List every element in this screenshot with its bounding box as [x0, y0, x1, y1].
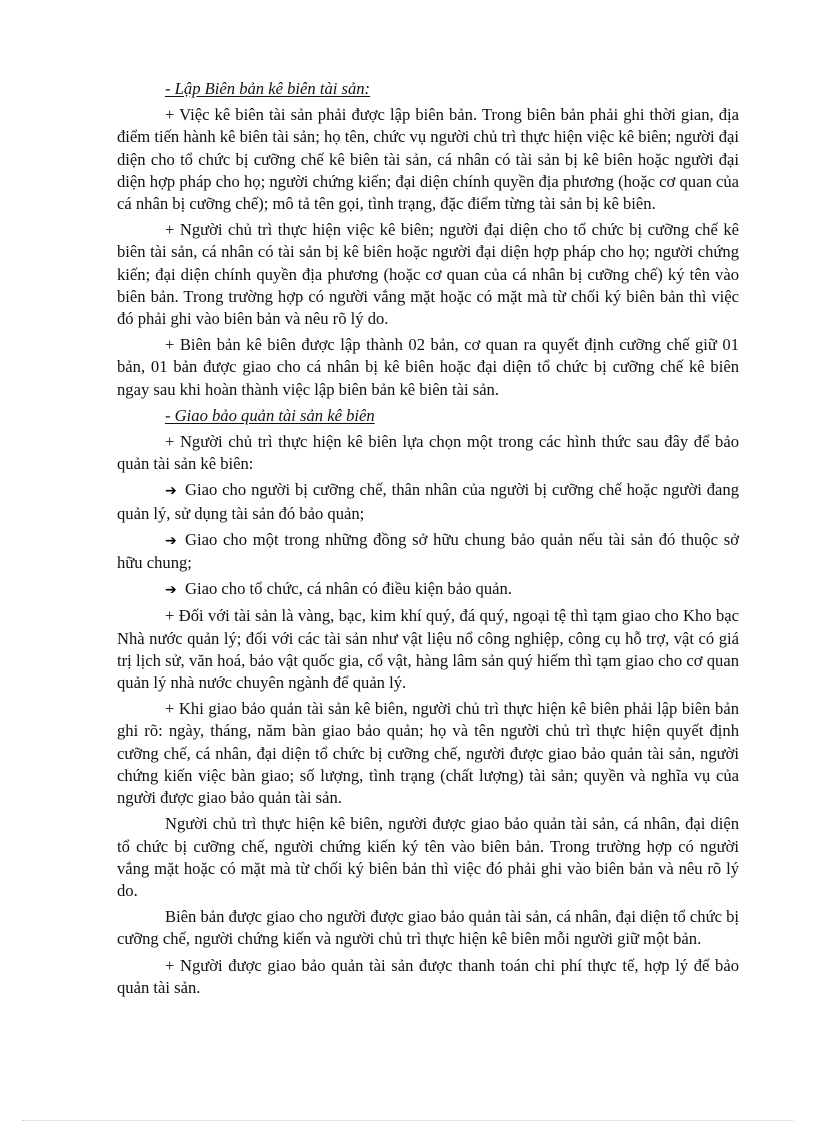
arrow-right-icon: ➔ [165, 532, 177, 549]
list-item [117, 578, 739, 601]
section-heading-asset-inventory-record: - Lập Biên bản kê biên tài sản: [165, 79, 371, 98]
paragraph-precious-assets: + Đối với tài sản là vàng, bạc, kim khí quý, đá quý, ngoại tệ thì tạm giao cho Kho bạc Nhà nước quản lý; đối với các tài sản như vật liệu nổ công nghiệp, công cụ hỗ trợ, vật có giá trị lịch sử, văn hoá, bảo vật quốc gia, cổ vật, hàng lâm sản quý hiếm thì tạm giao cho cơ quan quản lý nhà nước chuyên ngành để quản lý. [117, 606, 739, 693]
list-item [117, 479, 739, 524]
paragraph-handover-record: + Khi giao bảo quản tài sản kê biên, người chủ trì thực hiện kê biên phải lập biên bản ghi rõ: ngày, tháng, năm bàn giao bảo quản; họ và tên người chủ trì thực hiện quyết định cưỡng chế, cá nhân, đại diện tổ chức bị cưỡng chế, người được giao bảo quản tài sản, người chứng kiến việc bàn giao; số lượng, tình trạng (chất lượng) tài sản; quyền và nghĩa vụ của người được giao bảo quản tài sản. [117, 699, 739, 808]
document-page [117, 78, 739, 1003]
list-item-text: Giao cho tổ chức, cá nhân có điều kiện bảo quản. [185, 579, 512, 599]
paragraph-handover-signatures: Người chủ trì thực hiện kê biên, người được giao bảo quản tài sản, cá nhân, đại diện tổ chức bị cưỡng chế, người chứng kiến ký tên vào biên bản. Trong trường hợp có người vắng mặt hoặc có mặt mà từ chối ký biên bản thì việc đó phải ghi vào biên bản và nêu rõ lý do. [117, 814, 739, 900]
paragraph-record-copies: + Biên bản kê biên được lập thành 02 bản, cơ quan ra quyết định cưỡng chế giữ 01 bản, 01 bản được giao cho cá nhân bị kê biên hoặc đại diện tổ chức bị cưỡng chế kê biên ngay sau khi hoàn thành việc lập biên bản kê biên tài sản. [117, 335, 739, 399]
list-item-text: Giao cho người bị cưỡng chế, thân nhân của người bị cưỡng chế hoặc người đang quản lý, sử dụng tài sản đó bảo quản; [117, 480, 739, 523]
page-bottom-divider [22, 1120, 794, 1121]
paragraph-custody-costs: + Người được giao bảo quản tài sản được thanh toán chi phí thực tế, hợp lý để bảo quản tài sản. [117, 955, 739, 997]
paragraph-handover-copies: Biên bản được giao cho người được giao bảo quản tài sản, cá nhân, đại diện tổ chức bị cưỡng chế, người chứng kiến và người chủ trì thực hiện kê biên mỗi người giữ một bản. [117, 907, 739, 949]
paragraph-record-signatures: + Người chủ trì thực hiện việc kê biên; người đại diện cho tổ chức bị cưỡng chế kê biên tài sản, cá nhân có tài sản bị kê biên hoặc người đại diện hợp pháp cho họ; người chứng kiến; đại diện chính quyền địa phương (hoặc cơ quan của cá nhân bị cưỡng chế) ký tên vào biên bản. Trong trường hợp có người vắng mặt hoặc có mặt mà từ chối ký biên bản thì việc đó phải ghi vào biên bản và nêu rõ lý do. [117, 220, 739, 329]
paragraph-custody-options: + Người chủ trì thực hiện kê biên lựa chọn một trong các hình thức sau đây để bảo quản tài sản kê biên: [117, 432, 739, 474]
arrow-right-icon: ➔ [165, 582, 177, 599]
section-heading-asset-custody: - Giao bảo quản tài sản kê biên [165, 405, 375, 425]
paragraph-record-content: + Việc kê biên tài sản phải được lập biên bản. Trong biên bản phải ghi thời gian, địa điểm tiến hành kê biên tài sản; họ tên, chức vụ người chủ trì thực hiện việc kê biên; người đại diện cho tổ chức bị cưỡng chế kê biên tài sản, cá nhân có tài sản bị kê biên hoặc người đại diện hợp pháp cho họ; người chứng kiến; đại diện chính quyền địa phương (hoặc cơ quan của cá nhân bị cưỡng chế); mô tả tên gọi, tình trạng, đặc điểm từng tài sản bị kê biên. [117, 105, 739, 214]
arrow-right-icon: ➔ [165, 483, 177, 500]
list-item [117, 529, 739, 574]
list-item-text: Giao cho một trong những đồng sở hữu chung bảo quản nếu tài sản đó thuộc sở hữu chung; [117, 529, 739, 573]
